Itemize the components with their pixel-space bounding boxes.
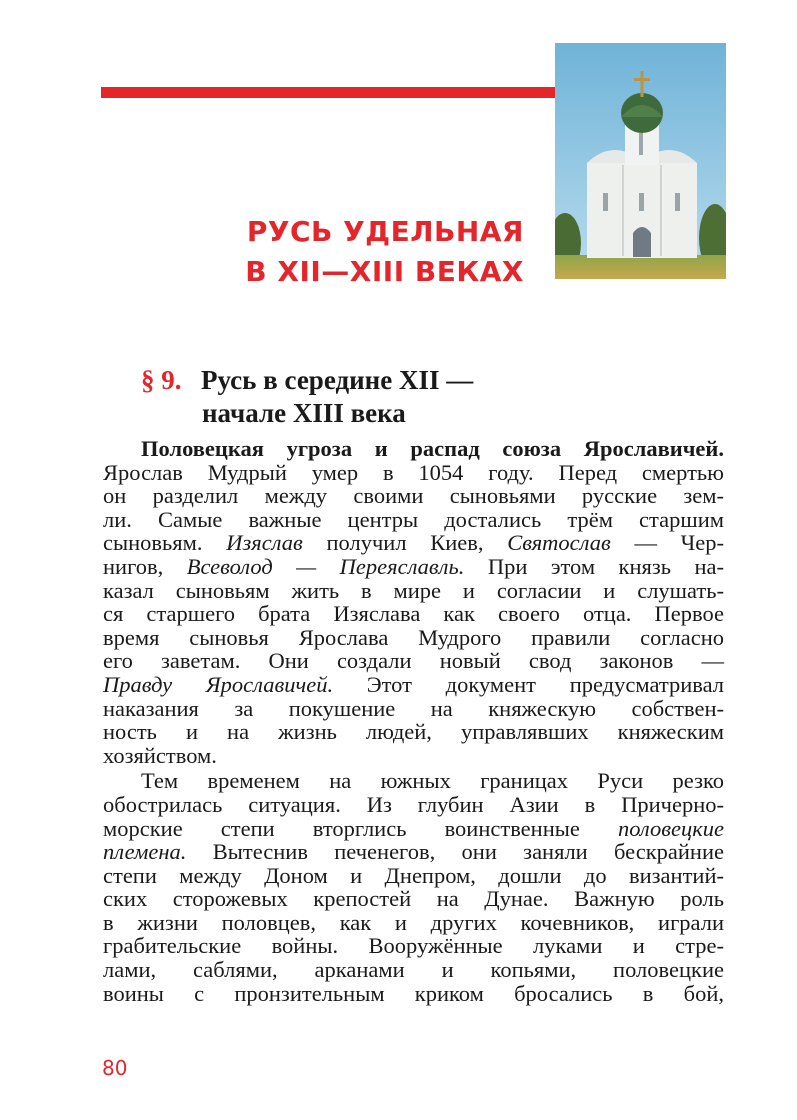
section-title-line1: Русь в середине XII —: [201, 365, 474, 395]
text-run: Вытеснив печенегов, они заняли бескрайние: [212, 839, 724, 865]
term-italic: Всеволод — Переяславль.: [186, 553, 465, 579]
page-number: 80: [102, 1056, 128, 1080]
text-line: ских сторожевых крепостей на Дунае. Важную роль: [103, 886, 724, 912]
text-line: обострилась ситуация. Из глубин Азии в Причерно-: [103, 791, 724, 817]
body-text: [103, 437, 724, 1005]
church-photo: [555, 43, 726, 279]
paragraph-subheading: Половецкая угроза и распад союза Ярославичей.: [141, 436, 724, 461]
text-line: лами, саблями, арканами и копьями, половецкие: [103, 957, 724, 983]
chapter-title-line1: РУСЬ УДЕЛЬНАЯ: [246, 215, 524, 248]
text-line: Ярослав Мудрый умер в 1054 году. Перед смертью: [103, 459, 724, 485]
text-line: [103, 531, 724, 555]
text-run: получил Киев,: [326, 530, 484, 556]
chapter-accent-bar: [101, 87, 557, 98]
text-line: наказания за покушение на княжескую собствен-: [103, 695, 724, 721]
text-line: [103, 817, 724, 841]
text-run: нигов,: [103, 553, 164, 579]
term-italic: половецкие: [617, 815, 725, 841]
text-line: [103, 555, 724, 579]
text-line: его заветам. Они создали новый свод законов —: [103, 648, 724, 674]
text-run: сыновьям.: [103, 530, 203, 556]
text-run: Этот документ предусматривал: [366, 671, 724, 697]
term-italic: Изяслав: [226, 530, 303, 556]
text-line: [103, 437, 724, 461]
text-run: морские степи вторглись воинственные: [103, 815, 580, 841]
chapter-title: [124, 212, 524, 292]
section-number: § 9.: [141, 365, 182, 395]
text-line: в жизни половцев, как и других кочевников, играли: [103, 909, 724, 935]
text-line: воины с пронзительным криком бросались в бой,: [103, 980, 724, 1006]
text-line: время сыновья Ярослава Мудрого правили согласно: [103, 624, 724, 650]
text-run: При этом князь на-: [487, 553, 725, 579]
text-line: [103, 840, 724, 864]
text-line: степи между Доном и Днепром, дошли до византий-: [103, 862, 724, 888]
text-line: казал сыновьям жить в мире и согласии и слушать-: [103, 577, 724, 603]
text-line: ность и на жизнь людей, управлявших княжеским: [103, 719, 724, 745]
term-italic: Правду Ярославичей.: [103, 671, 334, 697]
text-line: он разделил между своими сыновьями русские зем-: [103, 483, 724, 509]
term-italic: Святослав: [507, 530, 611, 556]
text-line: ся старшего брата Изяслава как своего отца. Первое: [103, 601, 724, 627]
text-line: Тем временем на южных границах Руси резко: [141, 768, 724, 794]
text-line: хозяйством.: [103, 742, 217, 768]
section-title-line2: начале XIII века: [202, 398, 406, 428]
text-line: ли. Самые важные центры достались трём старшим: [103, 506, 724, 532]
text-run: — Чер-: [634, 530, 725, 556]
section-heading: [141, 364, 701, 430]
text-line: [103, 673, 724, 697]
term-italic: племена.: [103, 839, 187, 865]
chapter-title-line2: В XII—XIII ВЕКАХ: [245, 255, 524, 288]
text-line: грабительские войны. Вооружённые луками и стре-: [103, 933, 724, 959]
